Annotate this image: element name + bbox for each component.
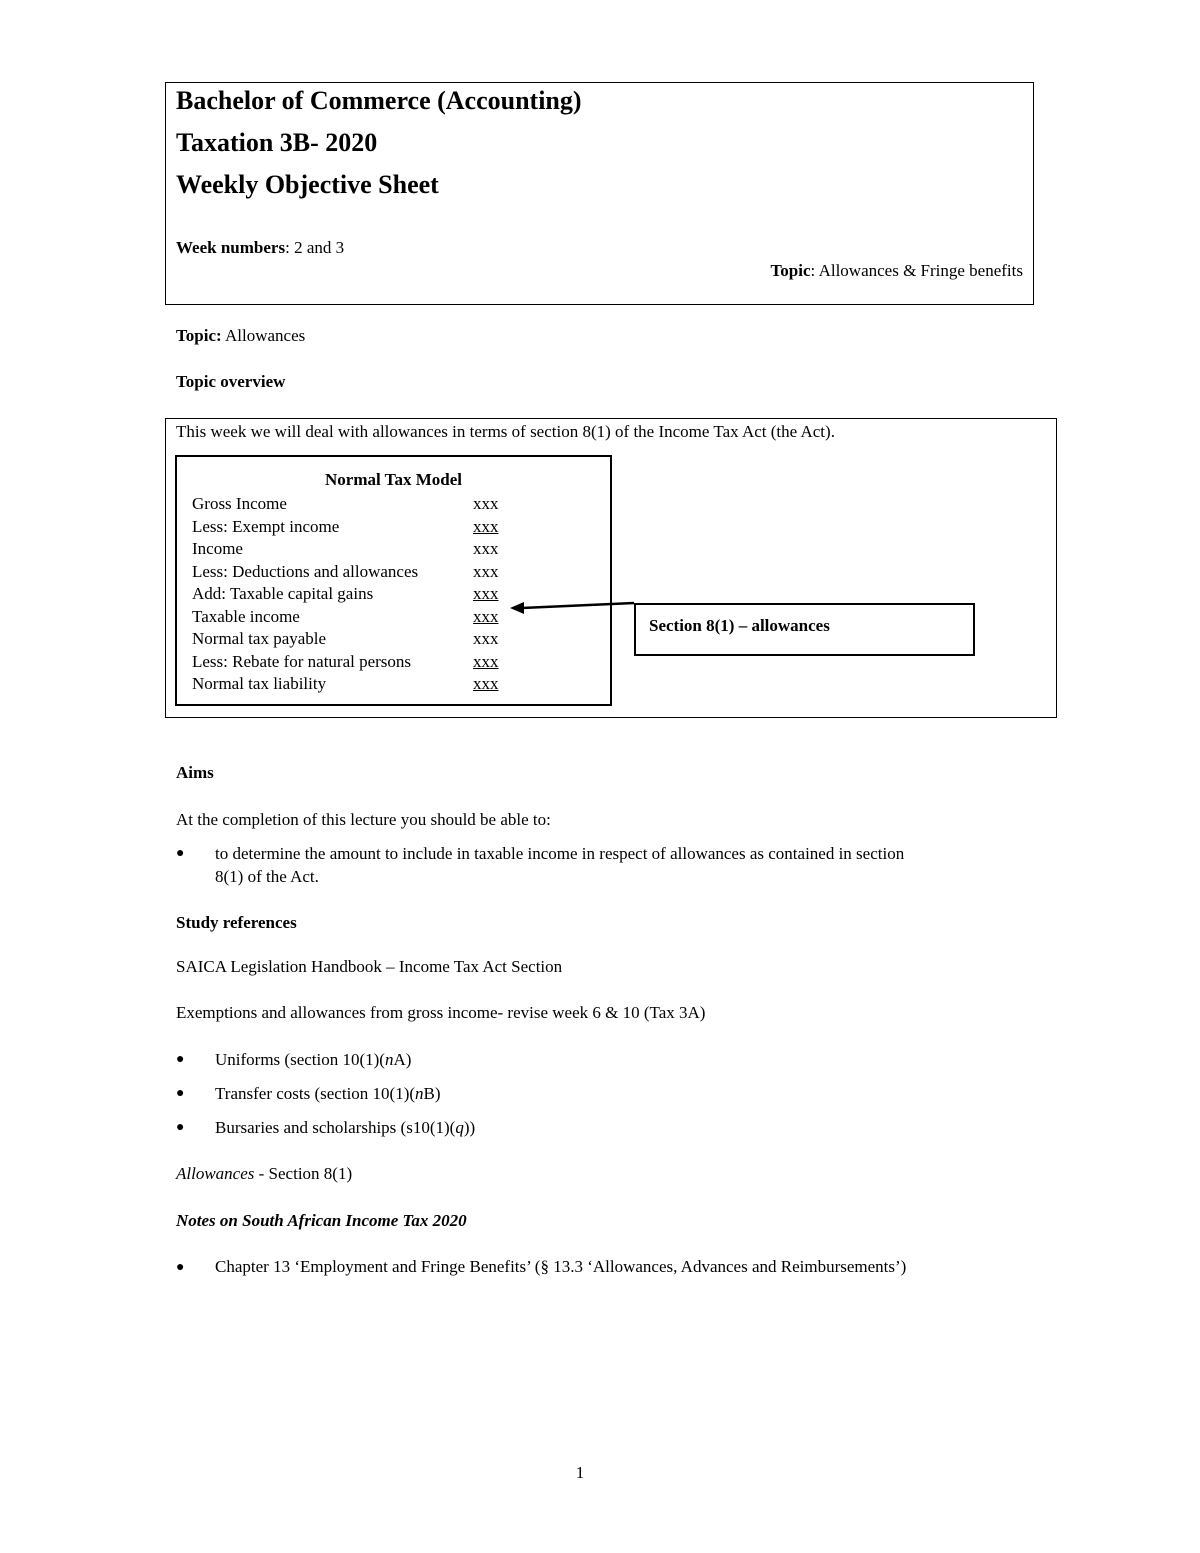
aims-bullet-line: 8(1) of the Act.	[215, 867, 319, 886]
exemptions-reference: Exemptions and allowances from gross income- revise week 6 & 10 (Tax 3A)	[176, 1003, 706, 1022]
model-row-label: Add: Taxable capital gains	[192, 584, 374, 603]
normal-tax-model-title: Normal Tax Model	[325, 470, 462, 489]
uniforms-item: Uniforms (section 10(1)(nA)	[215, 1050, 412, 1069]
model-row-value: xxx	[473, 607, 499, 626]
chapter-item: Chapter 13 ‘Employment and Fringe Benefits’ (§ 13.3 ‘Allowances, Advances and Reimbursements’)	[215, 1257, 907, 1276]
topic-line: Topic: Allowances	[176, 326, 306, 345]
page-number: 1	[575, 1463, 585, 1482]
model-row-label: Less: Rebate for natural persons	[192, 652, 412, 671]
bursaries-item: Bursaries and scholarships (s10(1)(q))	[215, 1118, 476, 1137]
degree-title: Bachelor of Commerce (Accounting)	[176, 86, 582, 115]
model-row-label: Normal tax liability	[192, 674, 327, 693]
aims-intro: At the completion of this lecture you should be able to:	[176, 810, 551, 829]
aims-bullet-line: to determine the amount to include in taxable income in respect of allowances as contained in section	[215, 844, 905, 863]
bullet-icon: ●	[176, 1086, 185, 1101]
model-row-value: xxx	[473, 652, 499, 671]
model-row-value: xxx	[473, 629, 499, 648]
model-row-label: Taxable income	[192, 607, 300, 626]
model-row-value: xxx	[473, 674, 499, 693]
bullet-icon: ●	[176, 1120, 185, 1135]
header-topic: Topic: Allowances & Fringe benefits	[770, 261, 1023, 280]
model-row-label: Gross Income	[192, 494, 287, 513]
study-references-heading: Study references	[176, 913, 297, 932]
bullet-icon: ●	[176, 1260, 185, 1275]
week-numbers: Week numbers: 2 and 3	[176, 238, 345, 257]
bullet-icon: ●	[176, 1052, 185, 1067]
model-row-value: xxx	[473, 539, 499, 558]
model-row-label: Less: Deductions and allowances	[192, 562, 419, 581]
notes-heading: Notes on South African Income Tax 2020	[176, 1211, 467, 1230]
model-row-label: Less: Exempt income	[192, 517, 340, 536]
topic-overview-heading: Topic overview	[176, 372, 286, 391]
model-row-label: Income	[192, 539, 243, 558]
model-row-value: xxx	[473, 517, 499, 536]
aims-heading: Aims	[176, 763, 214, 782]
model-row-label: Normal tax payable	[192, 629, 327, 648]
allowances-reference: Allowances - Section 8(1)	[176, 1164, 353, 1183]
sheet-title: Weekly Objective Sheet	[176, 170, 439, 199]
overview-intro: This week we will deal with allowances in terms of section 8(1) of the Income Tax Act (the Act).	[176, 422, 835, 441]
transfer-costs-item: Transfer costs (section 10(1)(nB)	[215, 1084, 441, 1103]
handbook-reference: SAICA Legislation Handbook – Income Tax Act Section	[176, 957, 563, 976]
model-row-value: xxx	[473, 584, 499, 603]
model-row-value: xxx	[473, 494, 499, 513]
bullet-icon: ●	[176, 846, 185, 861]
course-title: Taxation 3B- 2020	[176, 128, 378, 157]
model-row-value: xxx	[473, 562, 499, 581]
section-callout: Section 8(1) – allowances	[649, 616, 830, 635]
